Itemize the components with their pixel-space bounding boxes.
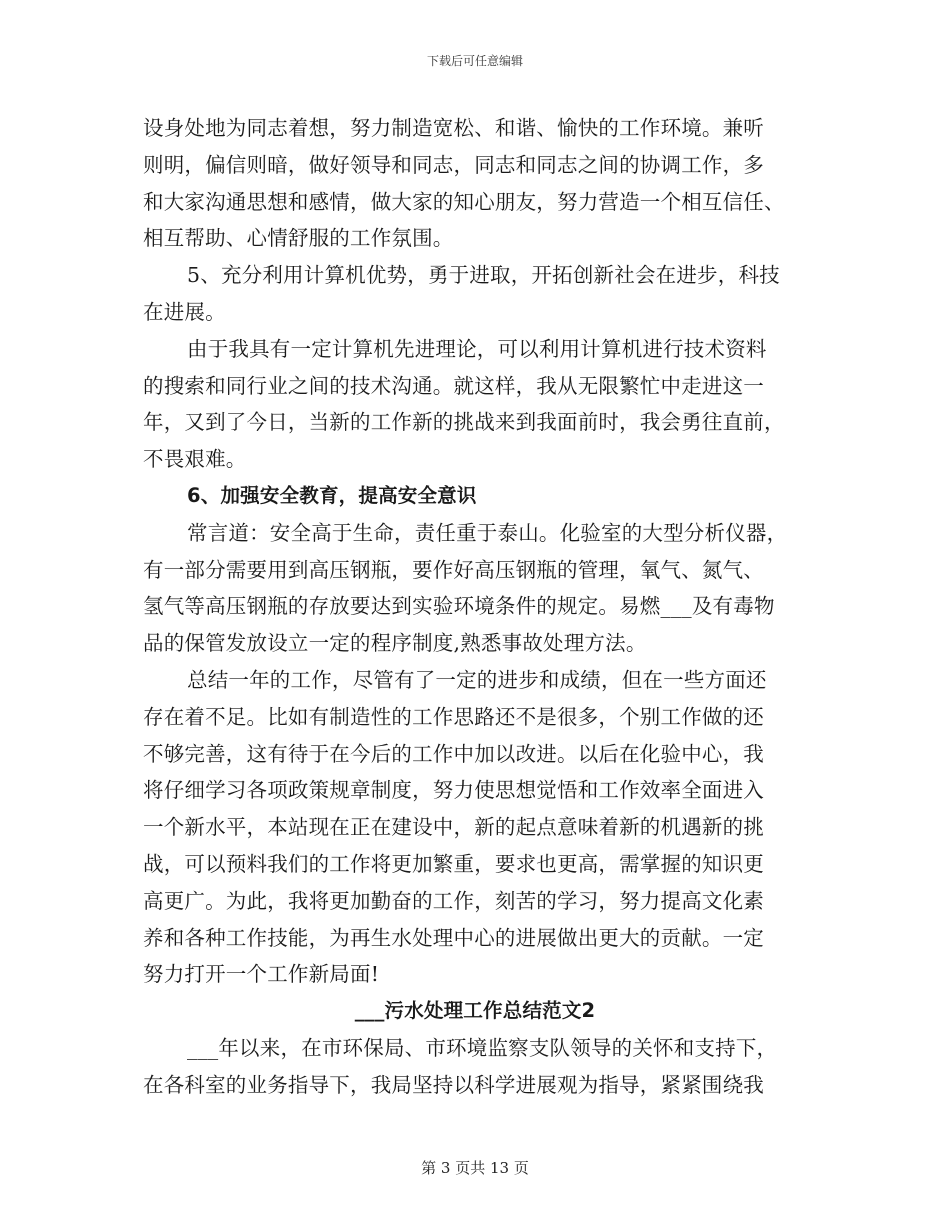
text-line: 年，又到了今日，当新的工作新的挑战来到我面前时，我会勇往直前，	[143, 410, 785, 435]
text-line: 一个新水平，本站现在正在建设中，新的起点意味着新的机遇新的挑	[143, 815, 764, 840]
text-line: 高更广。为此，我将更加勤奋的工作，刻苦的学习，努力提高文化素	[143, 888, 764, 913]
text-line: 5、充分利用计算机优势，勇于进取，开拓创新社会在进步，科技	[187, 263, 780, 288]
text-line: 养和各种工作技能，为再生水处理中心的进展做出更大的贡献。一定	[143, 925, 764, 950]
text-line: 设身处地为同志着想，努力制造宽松、和谐、愉快的工作环境。兼听	[143, 116, 764, 140]
text-line: 有一部分需要用到高压钢瓶，要作好高压钢瓶的管理，氧气、氮气、	[143, 557, 764, 582]
section-heading: 6、加强安全教育，提高安全意识	[187, 483, 477, 507]
text-line: 总结一年的工作，尽管有了一定的进步和成绩，但在一些方面还	[187, 667, 767, 692]
text-line: 努力打开一个工作新局面!	[143, 962, 380, 987]
text-line: ___年以来，在市环保局、市环境监察支队领导的关怀和支持下，	[187, 1035, 778, 1060]
article-title: ___污水处理工作总结范文2	[354, 999, 596, 1023]
page-header: 下载后可任意编辑	[426, 54, 523, 68]
text-line: 不畏艰难。	[143, 447, 247, 472]
text-line: 和大家沟通思想和感情，做大家的知心朋友，努力营造一个相互信任、	[143, 189, 785, 214]
document-body	[143, 110, 807, 1104]
text-line: 则明，偏信则暗，做好领导和同志，同志和同志之间的协调工作，多	[143, 152, 764, 177]
text-line: 的搜索和同行业之间的技术沟通。就这样，我从无限繁忙中走进这一	[143, 373, 764, 398]
text-line: 在进展。	[143, 299, 226, 324]
text-line: 在各科室的业务指导下，我局坚持以科学进展观为指导，紧紧围绕我	[143, 1072, 764, 1097]
text-line: 战，可以预料我们的工作将更加繁重，要求也更高，需掌握的知识更	[143, 851, 764, 876]
text-line: 氢气等高压钢瓶的存放要达到实验环境条件的规定。易燃___及有毒物	[143, 594, 775, 619]
text-line: 存在着不足。比如有制造性的工作思路还不是很多，个别工作做的还	[143, 704, 764, 729]
text-line: 品的保管发放设立一定的程序制度,熟悉事故处理方法。	[143, 631, 647, 656]
text-line: 常言道：安全高于生命，责任重于泰山。化验室的大型分析仪器，	[187, 520, 788, 545]
text-line: 相互帮助、心情舒服的工作氛围。	[143, 226, 454, 251]
text-line: 不够完善，这有待于在今后的工作中加以改进。以后在化验中心，我	[143, 741, 764, 766]
text-line: 将仔细学习各项政策规章制度，努力使思想觉悟和工作效率全面进入	[143, 778, 764, 803]
page-footer: 第 3 页共 13 页	[421, 1159, 529, 1177]
text-line: 由于我具有一定计算机先进理论，可以利用计算机进行技术资料	[187, 336, 767, 361]
